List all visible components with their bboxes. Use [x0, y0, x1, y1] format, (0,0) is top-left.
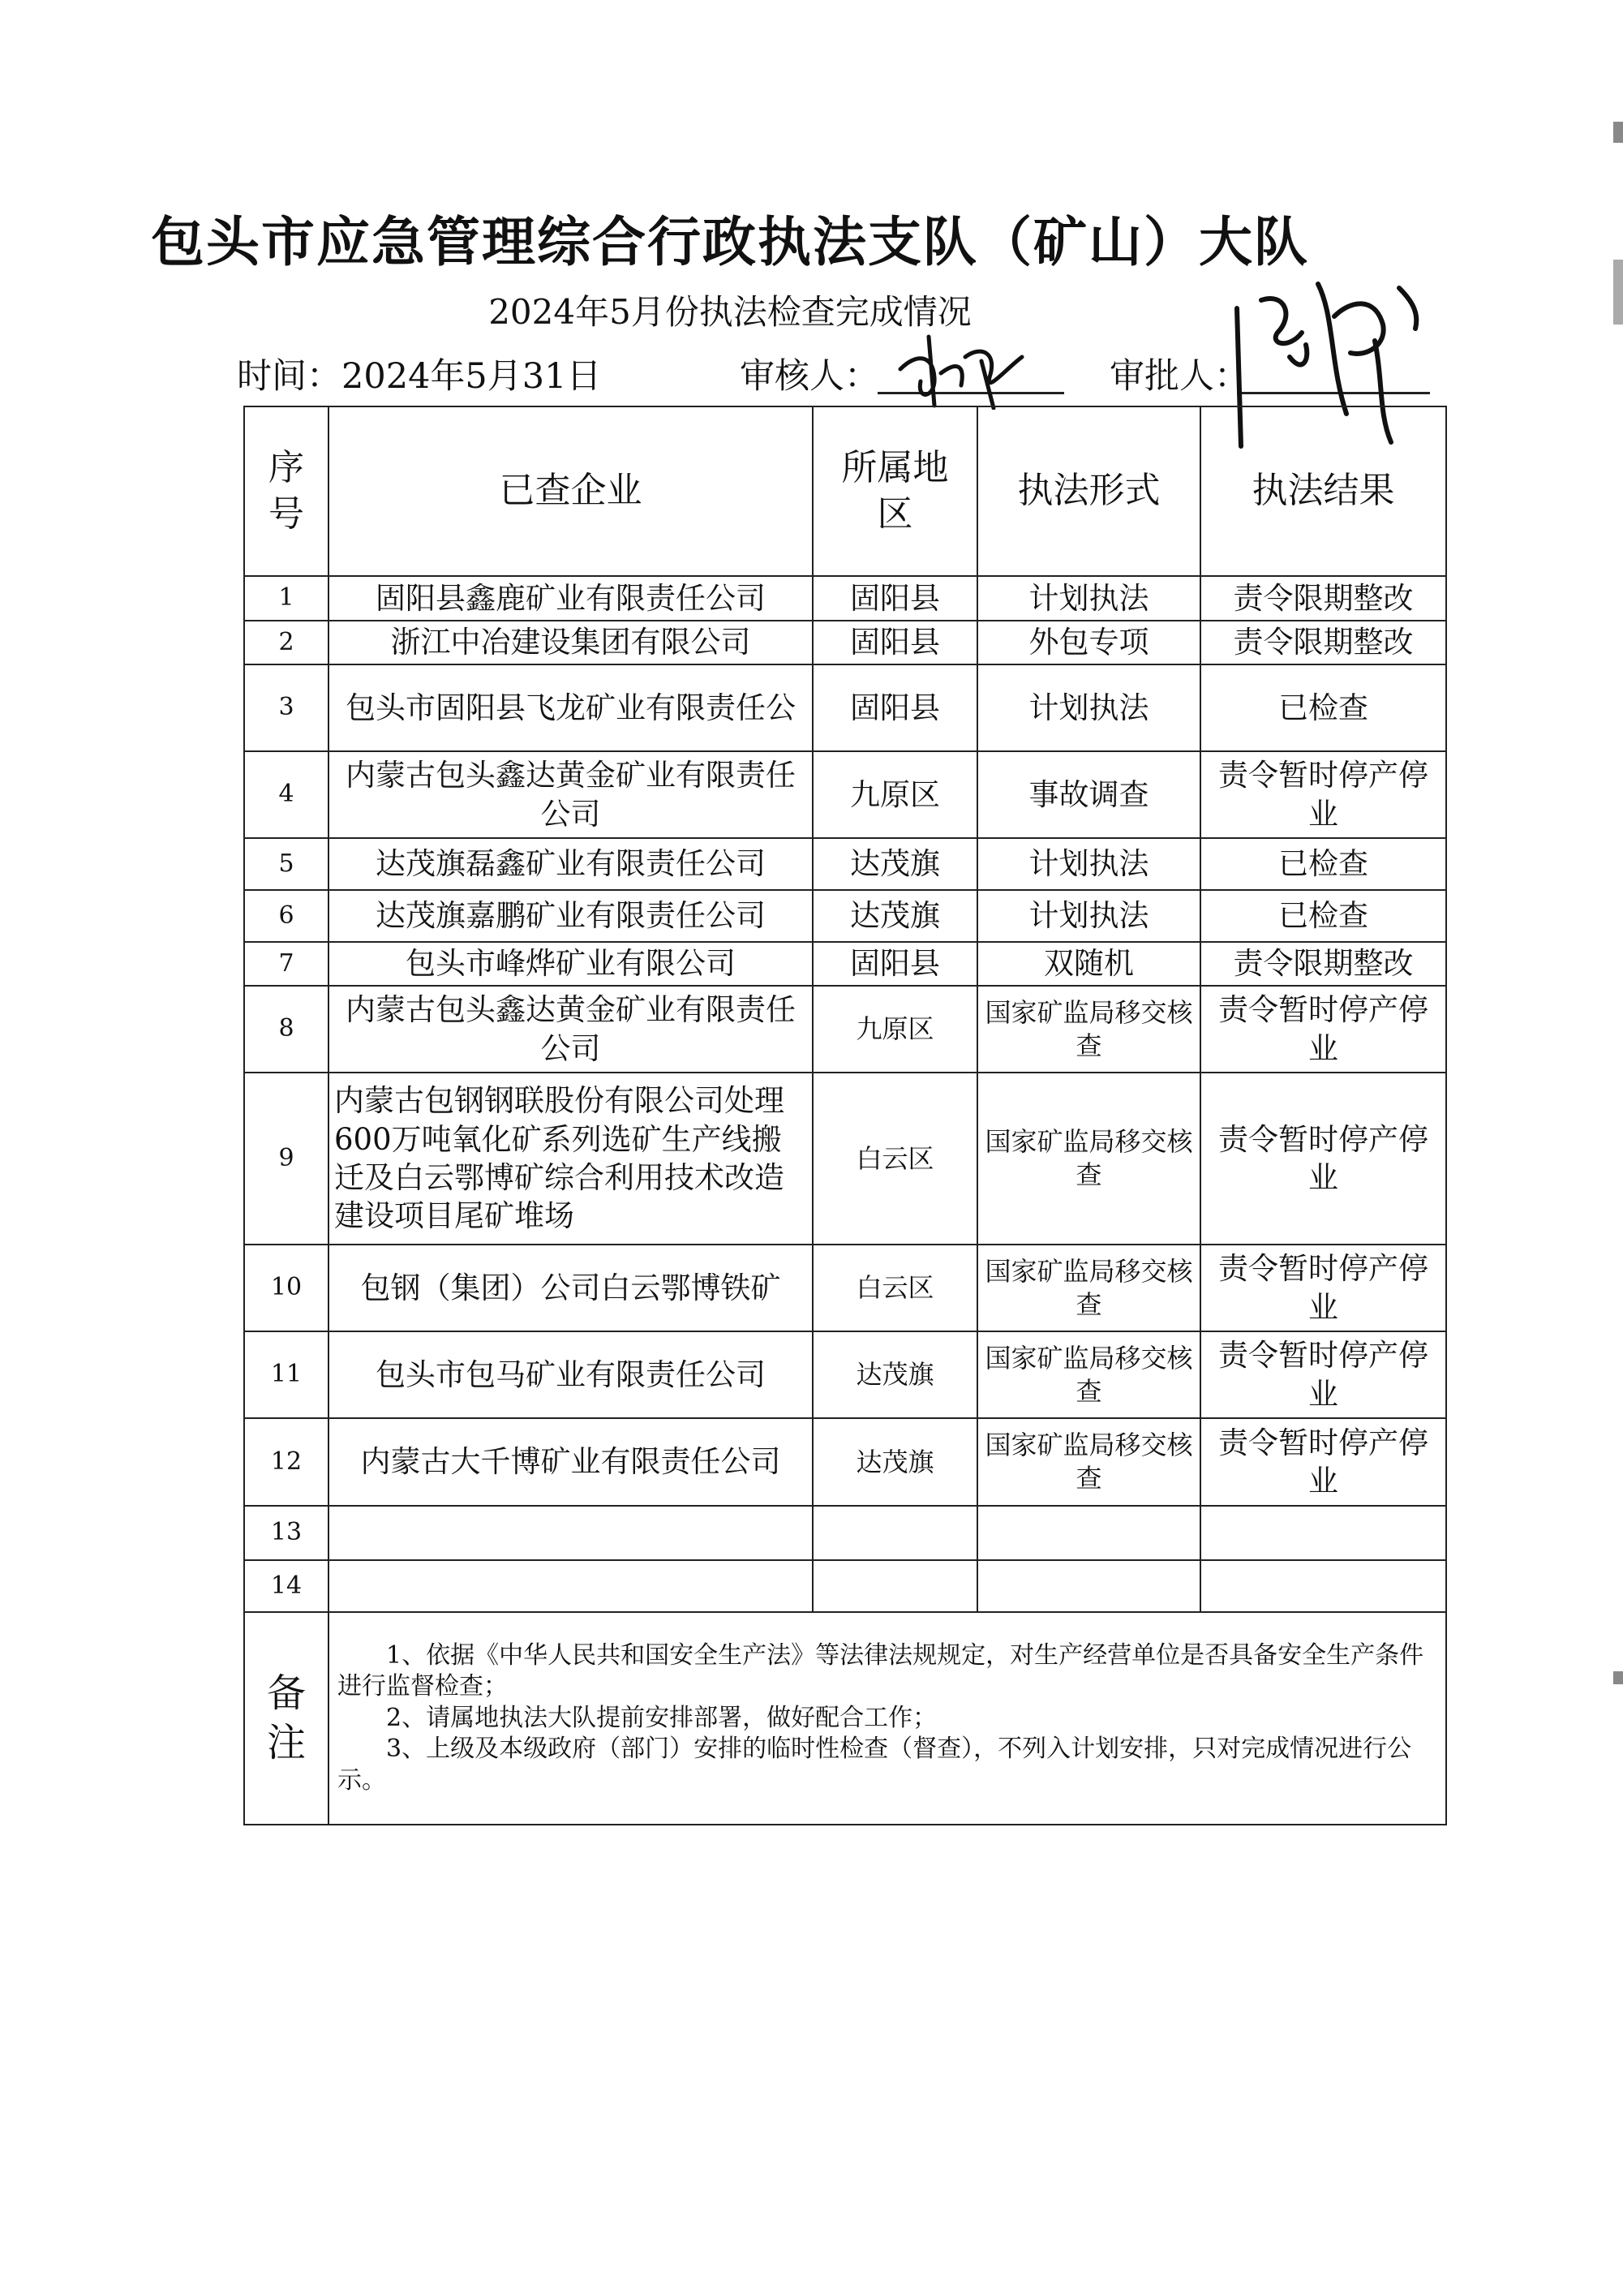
row-region: 达茂旗 — [813, 838, 977, 890]
row-form: 国家矿监局移交核查 — [977, 1245, 1200, 1331]
table-row — [244, 751, 1446, 838]
row-result: 已检查 — [1200, 664, 1446, 751]
table-header-row — [244, 406, 1446, 576]
header-region: 所属地 区 — [813, 406, 977, 576]
row-company: 内蒙古包钢钢联股份有限公司处理600万吨氧化矿系列选矿生产线搬迁及白云鄂博矿综合利用技术改造建设项目尾矿堆场 — [328, 1073, 813, 1245]
reviewer-label: 审核人： — [740, 356, 879, 397]
row-company: 达茂旗磊鑫矿业有限责任公司 — [328, 838, 813, 890]
table-row — [244, 621, 1446, 664]
table-row — [244, 664, 1446, 751]
row-region — [813, 1560, 977, 1612]
table-row — [244, 1560, 1446, 1612]
table-row — [244, 986, 1446, 1073]
row-company: 内蒙古大千博矿业有限责任公司 — [328, 1418, 813, 1506]
row-region: 达茂旗 — [813, 1418, 977, 1506]
table-row — [244, 1418, 1446, 1506]
row-region: 九原区 — [813, 751, 977, 838]
row-result: 责令暂时停产停业 — [1200, 1073, 1446, 1245]
row-no: 7 — [244, 942, 328, 986]
header-form: 执法形式 — [977, 406, 1200, 576]
row-region: 白云区 — [813, 1073, 977, 1245]
table-row — [244, 1331, 1446, 1418]
row-result: 责令限期整改 — [1200, 942, 1446, 986]
scan-edge-mark — [1613, 260, 1623, 325]
row-company — [328, 1506, 813, 1560]
row-no: 4 — [244, 751, 328, 838]
row-form: 国家矿监局移交核查 — [977, 1418, 1200, 1506]
header-company: 已查企业 — [328, 406, 813, 576]
remark-item: 2、请属地执法大队提前安排部署，做好配合工作； — [386, 1703, 938, 1732]
remarks-content — [328, 1612, 1446, 1825]
row-no: 1 — [244, 576, 328, 621]
row-form: 计划执法 — [977, 664, 1200, 751]
row-no: 13 — [244, 1506, 328, 1560]
approver-label: 审批人： — [1110, 356, 1249, 397]
row-no: 6 — [244, 890, 328, 942]
row-result: 责令暂时停产停业 — [1200, 751, 1446, 838]
row-company: 包钢（集团）公司白云鄂博铁矿 — [328, 1245, 813, 1331]
remark-item: 1、依据《中华人民共和国安全生产法》等法律法规规定，对生产经营单位是否具备安全生产条件进行监督检查； — [337, 1641, 1424, 1701]
row-no: 11 — [244, 1331, 328, 1418]
row-region — [813, 1506, 977, 1560]
row-result: 责令暂时停产停业 — [1200, 1331, 1446, 1418]
row-company: 达茂旗嘉鹏矿业有限责任公司 — [328, 890, 813, 942]
row-result: 责令限期整改 — [1200, 621, 1446, 664]
scan-edge-mark — [1613, 122, 1623, 143]
row-form — [977, 1506, 1200, 1560]
row-no: 9 — [244, 1073, 328, 1245]
header-no: 序 号 — [244, 406, 328, 576]
table-row — [244, 576, 1446, 621]
reviewer-signature — [884, 320, 1063, 410]
document-title: 包头市应急管理综合行政执法支队（矿山）大队 — [151, 211, 1309, 273]
row-result — [1200, 1506, 1446, 1560]
scan-edge-mark — [1613, 1671, 1623, 1684]
date-value: 2024年5月31日 — [341, 356, 602, 397]
table-row — [244, 838, 1446, 890]
row-no: 14 — [244, 1560, 328, 1612]
row-no: 3 — [244, 664, 328, 751]
row-company: 内蒙古包头鑫达黄金矿业有限责任公司 — [328, 751, 813, 838]
row-company: 包头市包马矿业有限责任公司 — [328, 1331, 813, 1418]
remark-item: 3、上级及本级政府（部门）安排的临时性检查（督查），不列入计划安排，只对完成情况进行公示。 — [337, 1735, 1412, 1795]
row-form: 国家矿监局移交核查 — [977, 1331, 1200, 1418]
row-company: 固阳县鑫鹿矿业有限责任公司 — [328, 576, 813, 621]
row-result: 已检查 — [1200, 838, 1446, 890]
row-company: 包头市峰烨矿业有限公司 — [328, 942, 813, 986]
row-form: 事故调查 — [977, 751, 1200, 838]
row-region: 达茂旗 — [813, 1331, 977, 1418]
row-company: 包头市固阳县飞龙矿业有限责任公 — [328, 664, 813, 751]
table-row — [244, 942, 1446, 986]
remarks-row — [244, 1612, 1446, 1825]
row-company: 浙江中冶建设集团有限公司 — [328, 621, 813, 664]
row-form: 外包专项 — [977, 621, 1200, 664]
row-region: 固阳县 — [813, 664, 977, 751]
header-result: 执法结果 — [1200, 406, 1446, 576]
document-subtitle: 2024年5月份执法检查完成情况 — [488, 292, 972, 332]
row-form: 计划执法 — [977, 576, 1200, 621]
row-form — [977, 1560, 1200, 1612]
table-row — [244, 1506, 1446, 1560]
row-no: 5 — [244, 838, 328, 890]
row-result: 责令限期整改 — [1200, 576, 1446, 621]
remarks-label: 备 注 — [244, 1612, 328, 1825]
row-no: 10 — [244, 1245, 328, 1331]
row-form: 计划执法 — [977, 838, 1200, 890]
row-region: 固阳县 — [813, 621, 977, 664]
row-result — [1200, 1560, 1446, 1612]
row-region: 达茂旗 — [813, 890, 977, 942]
row-no: 12 — [244, 1418, 328, 1506]
table-row — [244, 890, 1446, 942]
row-result: 责令暂时停产停业 — [1200, 1245, 1446, 1331]
table-row — [244, 1073, 1446, 1245]
row-no: 2 — [244, 621, 328, 664]
row-region: 固阳县 — [813, 942, 977, 986]
row-region: 固阳县 — [813, 576, 977, 621]
row-form: 双随机 — [977, 942, 1200, 986]
row-region: 白云区 — [813, 1245, 977, 1331]
row-company: 内蒙古包头鑫达黄金矿业有限责任公司 — [328, 986, 813, 1073]
date-label: 时间： — [237, 356, 341, 397]
row-form: 国家矿监局移交核查 — [977, 986, 1200, 1073]
row-region: 九原区 — [813, 986, 977, 1073]
table-row — [244, 1245, 1446, 1331]
row-no: 8 — [244, 986, 328, 1073]
row-result: 已检查 — [1200, 890, 1446, 942]
inspection-table — [243, 406, 1447, 1825]
row-result: 责令暂时停产停业 — [1200, 1418, 1446, 1506]
row-company — [328, 1560, 813, 1612]
row-form: 国家矿监局移交核查 — [977, 1073, 1200, 1245]
row-result: 责令暂时停产停业 — [1200, 986, 1446, 1073]
row-form: 计划执法 — [977, 890, 1200, 942]
date-line — [237, 349, 602, 398]
